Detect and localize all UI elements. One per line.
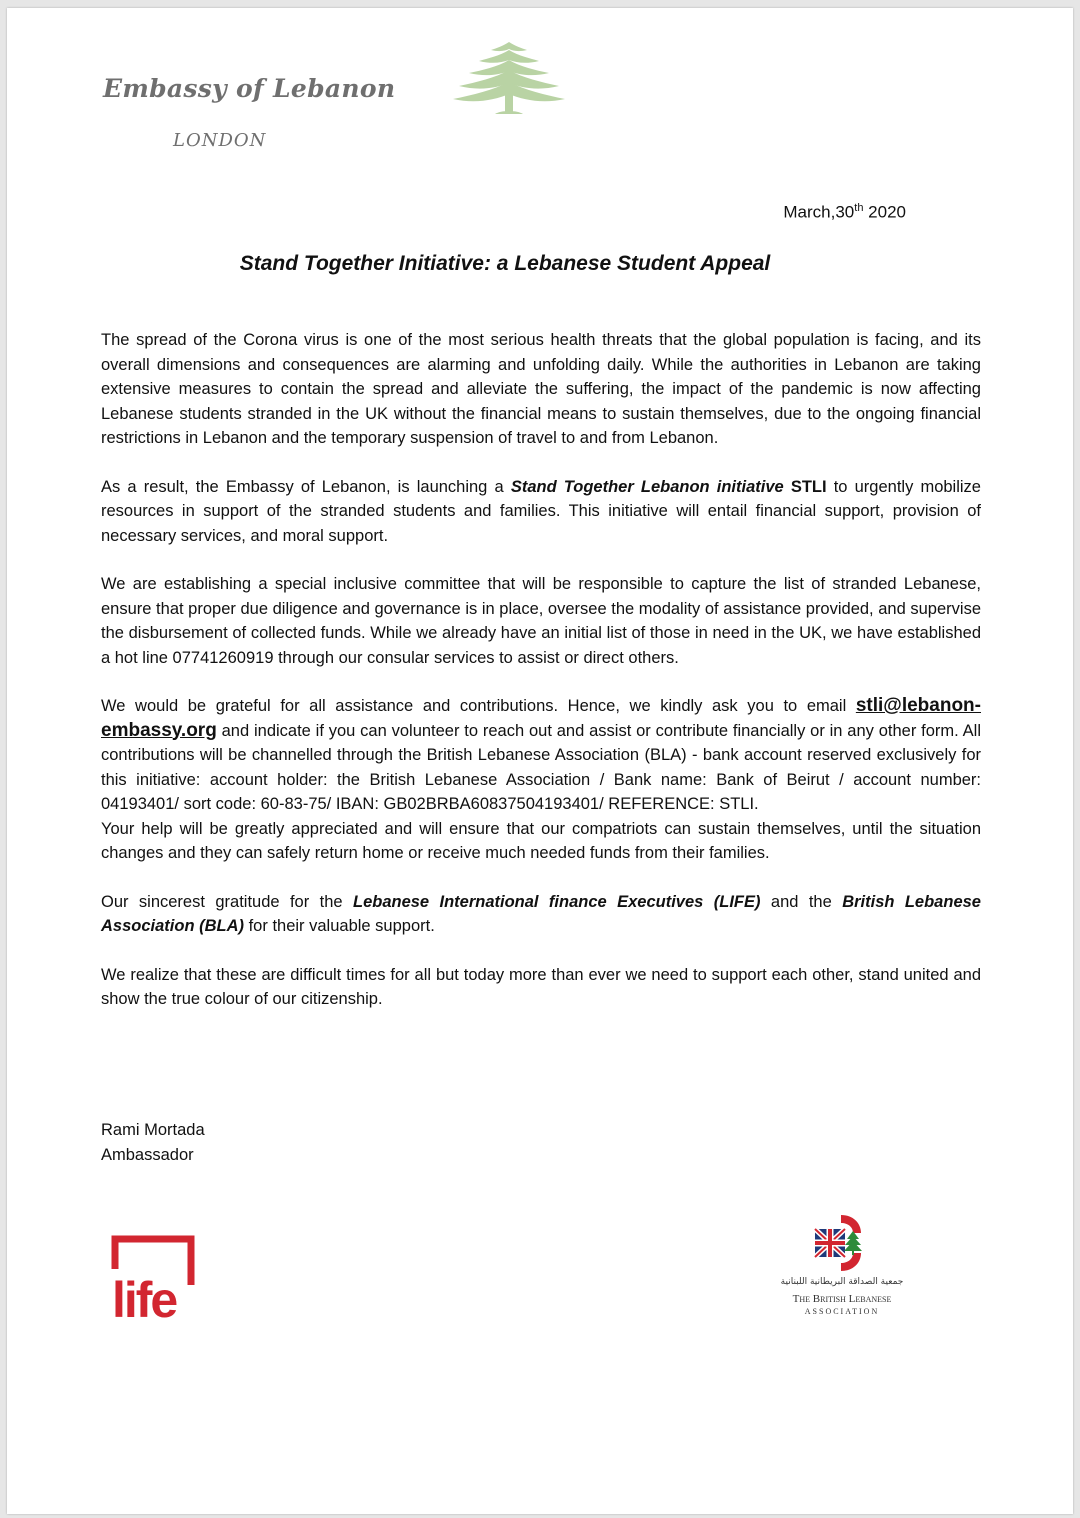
paragraph-1: The spread of the Corona virus is one of the most serious health threats that the global population is facing, and its overall dimensions and consequences are alarming and unfolding daily. While the authorities in Lebanon are taking extensive measures to contain the spread and alleviate the suffering, the impact of the pandemic is now affecting Lebanese students stranded in the UK without the financial means to sustain themselves, due to the ongoing financial restrictions in Lebanon and the temporary suspension of travel to and from Lebanon. [101, 331, 981, 447]
bla-english-name: The British Lebanese [792, 1293, 892, 1305]
signer-role: Ambassador [101, 1145, 194, 1164]
stli-acronym: STLI [783, 477, 827, 496]
embassy-city: LONDON [173, 130, 267, 151]
cedar-tree-icon [451, 36, 567, 122]
letter-date [783, 202, 906, 223]
bla-logo [777, 1213, 907, 1325]
paragraph-7: We realize that these are difficult times for all but today more than ever we need to support each other, stand united and show the true colour of our citizenship. [101, 965, 981, 1008]
embassy-name: Embassy of Lebanon [103, 74, 396, 103]
paragraph-6 [101, 890, 981, 939]
date-month-day: March,30 [783, 202, 855, 222]
bla-association-label: ASSOCIATION [804, 1307, 880, 1316]
paragraph-5: Your help will be greatly appreciated and will ensure that our compatriots can sustain themselves, until the situation changes and they can safely return home or receive much needed funds from their families. [101, 819, 981, 862]
letter-page [7, 8, 1073, 1514]
p4-text-a: We would be grateful for all assistance and contributions. Hence, we kindly ask you to email [101, 697, 856, 715]
p2-text-a: As a result, the Embassy of Lebanon, is launching a [101, 477, 511, 496]
letter-body [101, 328, 981, 1036]
p2-text-d: to urgently mobilize resources in support of the stranded students and families. This initiative will entail financial support, provision of necessary services, and moral support. [101, 477, 981, 545]
life-logo [111, 1235, 197, 1321]
bla-arabic-name: جمعية الصداقة البريطانية اللبنانية [780, 1277, 904, 1287]
union-jack-cedar-icon [813, 1213, 863, 1273]
email-link[interactable]: stli@lebanon-embassy.org [101, 695, 981, 741]
date-suffix: th [854, 202, 864, 214]
date-year: 2020 [863, 202, 906, 222]
life-logo-text: life [112, 1272, 177, 1321]
paragraph-3: We are establishing a special inclusive committee that will be responsible to capture the list of stranded Lebanese, ensure that proper due diligence and governance is in place, oversee the modality of assistance provided, and supervise the disbursement of collected funds. While we already have an initial list of those in need in the UK, we have established a hot line 07741260919 through our consular services to assist or direct others. [101, 575, 981, 667]
p6-text-c: and the [760, 892, 843, 911]
signature-block [101, 1118, 205, 1167]
paragraph-4 [101, 694, 981, 817]
p4-text-b: and indicate if you can volunteer to reach out and assist or contribute financially or in any other form. All contributions will be channelled through the British Lebanese Association (BLA) - bank account reserved exclusively for this initiative: account holder: the British Lebanese Association / Bank name: Bank of Beirut / account number: 04193401/ sort code: 60-83-75/ IBAN: GB02BRBA60837504193401/ REFERENCE: STLI. [101, 721, 981, 813]
paragraph-2 [101, 475, 981, 549]
p6-text-a: Our sincerest gratitude for the [101, 892, 353, 911]
signer-name: Rami Mortada [101, 1121, 205, 1139]
bla-org-name: British Lebanese Association (BLA) [101, 892, 981, 935]
p6-text-e: for their valuable support. [244, 917, 435, 935]
life-name: Lebanese International finance Executives (LIFE) [352, 892, 761, 911]
initiative-name: Stand Together Lebanon initiative [510, 477, 784, 496]
letter-title: Stand Together Initiative: a Lebanese Student Appeal [239, 252, 771, 275]
